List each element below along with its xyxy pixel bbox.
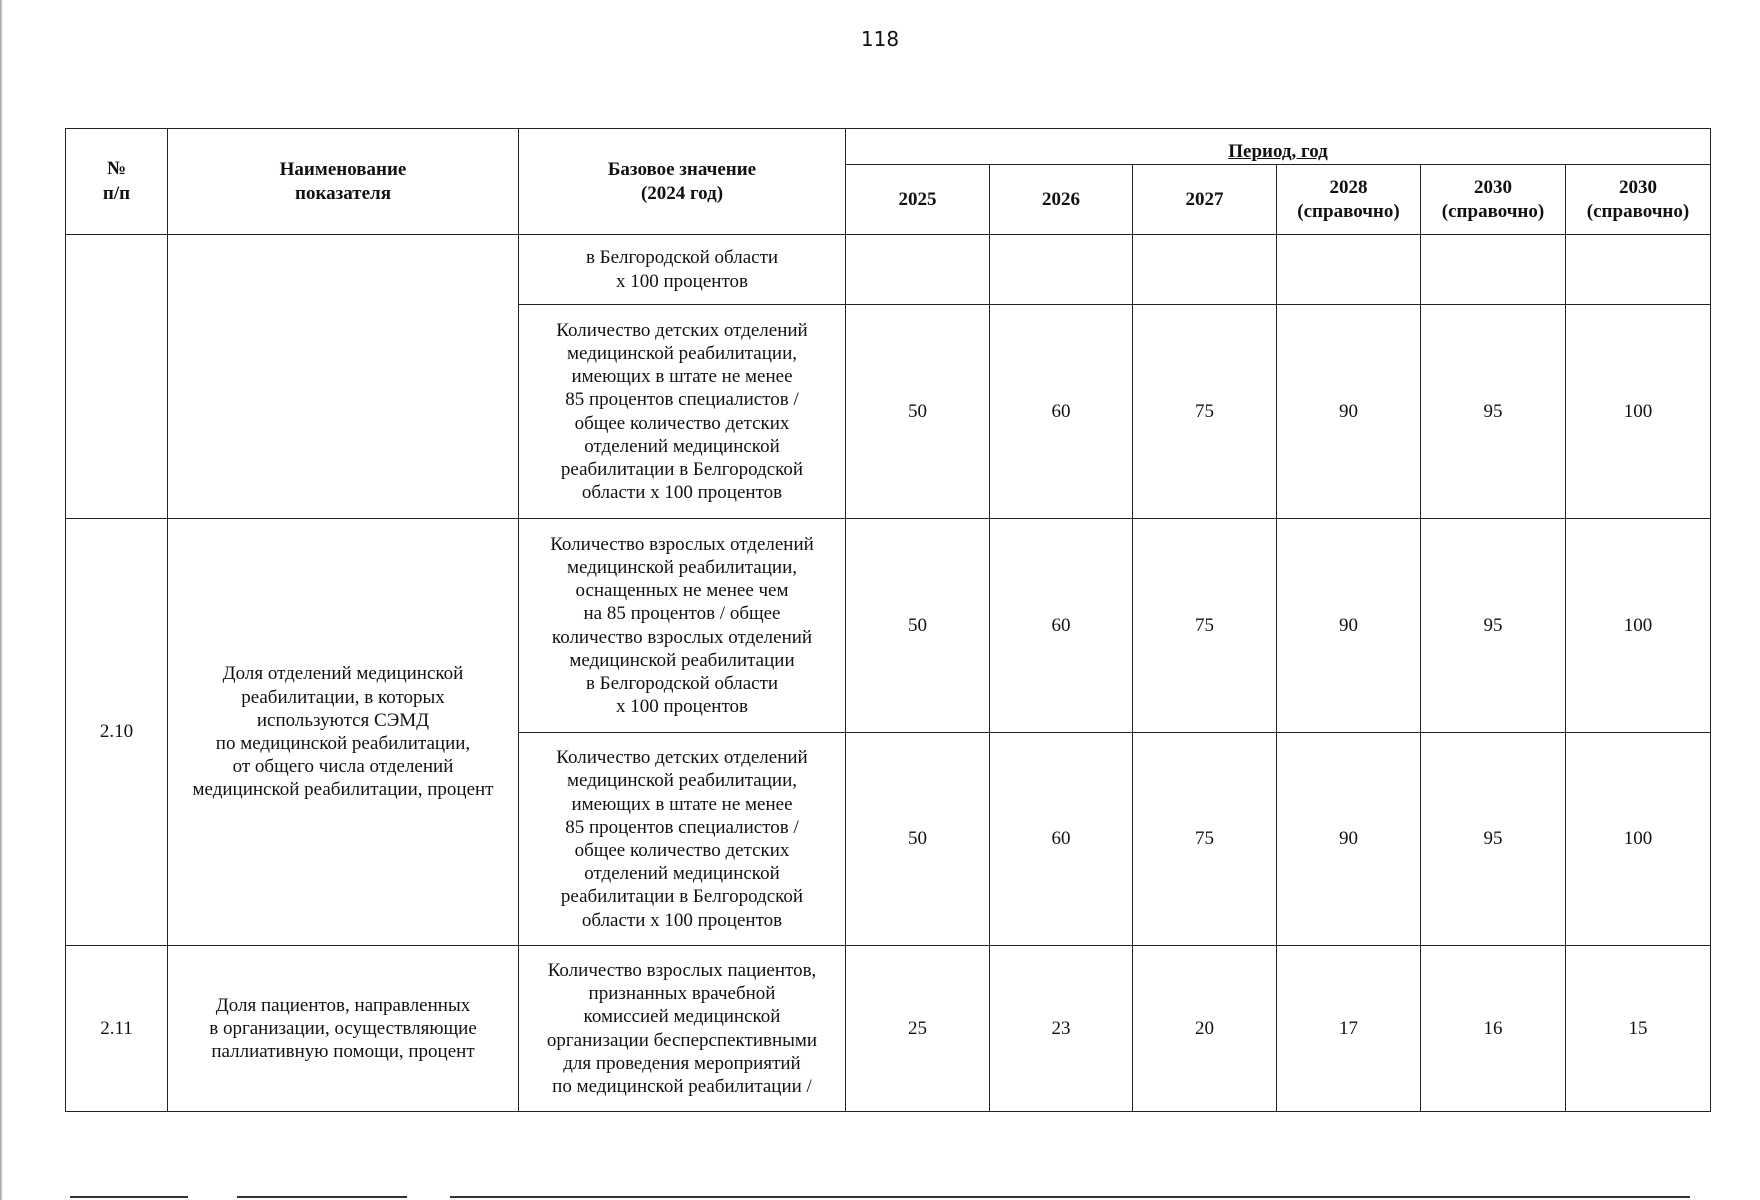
value-cell: 20: [1133, 946, 1277, 1112]
value-cell: 15: [1566, 946, 1711, 1112]
header-year: 2027: [1133, 165, 1277, 235]
value-cell: 50: [846, 733, 990, 946]
header-number: № п/п: [66, 129, 168, 235]
base-value-cell: Количество детских отделений медицинской реабилитации, имеющих в штате не менее 85 процентов специалистов / общее количество детских отделений медицинской реабилитации в Белгородской области х 100 процентов: [519, 305, 846, 519]
footer-rule: [450, 1196, 1690, 1198]
base-value-cell: в Белгородской области х 100 процентов: [519, 235, 846, 305]
value-cell: 90: [1277, 733, 1421, 946]
table-row: [66, 235, 1711, 305]
row-number-cell: [66, 235, 168, 519]
table-row: [66, 519, 1711, 733]
value-cell: [846, 235, 990, 305]
value-cell: [1421, 235, 1566, 305]
value-cell: 95: [1421, 519, 1566, 733]
header-period: Период, год: [846, 129, 1711, 165]
value-cell: 100: [1566, 519, 1711, 733]
value-cell: [990, 235, 1133, 305]
value-cell: 17: [1277, 946, 1421, 1112]
row-number-cell: 2.11: [66, 946, 168, 1112]
value-cell: [1277, 235, 1421, 305]
value-cell: 75: [1133, 733, 1277, 946]
row-number-cell: 2.10: [66, 519, 168, 946]
indicator-name-cell: Доля отделений медицинской реабилитации, в которых используются СЭМД по медицинской реабилитации, от общего числа отделений медицинской реабилитации, процент: [168, 519, 519, 946]
value-cell: 95: [1421, 733, 1566, 946]
header-year: 2028 (справочно): [1277, 165, 1421, 235]
page-edge-shadow: [0, 0, 3, 1200]
header-year: 2026: [990, 165, 1133, 235]
value-cell: 25: [846, 946, 990, 1112]
header-indicator-name: Наименование показателя: [168, 129, 519, 235]
header-year: 2025: [846, 165, 990, 235]
page-number: 118: [860, 27, 900, 51]
value-cell: 60: [990, 305, 1133, 519]
value-cell: 50: [846, 519, 990, 733]
indicator-name-cell: [168, 235, 519, 519]
footer-rule: [70, 1196, 188, 1198]
value-cell: 95: [1421, 305, 1566, 519]
value-cell: 75: [1133, 519, 1277, 733]
value-cell: 60: [990, 519, 1133, 733]
header-base-value: Базовое значение (2024 год): [519, 129, 846, 235]
table-row: [66, 946, 1711, 1112]
value-cell: 75: [1133, 305, 1277, 519]
value-cell: 50: [846, 305, 990, 519]
value-cell: 16: [1421, 946, 1566, 1112]
value-cell: 100: [1566, 305, 1711, 519]
indicator-name-cell: Доля пациентов, направленных в организации, осуществляющие паллиативную помощи, процент: [168, 946, 519, 1112]
base-value-cell: Количество взрослых пациентов, признанных врачебной комиссией медицинской организации бесперспективными для проведения мероприятий по медицинской реабилитации /: [519, 946, 846, 1112]
value-cell: 90: [1277, 519, 1421, 733]
value-cell: 100: [1566, 733, 1711, 946]
footer-rule: [237, 1196, 407, 1198]
value-cell: 60: [990, 733, 1133, 946]
base-value-cell: Количество детских отделений медицинской реабилитации, имеющих в штате не менее 85 процентов специалистов / общее количество детских отделений медицинской реабилитации в Белгородской области х 100 процентов: [519, 733, 846, 946]
header-year: 2030 (справочно): [1566, 165, 1711, 235]
indicators-table: [65, 128, 1711, 1112]
value-cell: [1566, 235, 1711, 305]
value-cell: [1133, 235, 1277, 305]
value-cell: 90: [1277, 305, 1421, 519]
header-year: 2030 (справочно): [1421, 165, 1566, 235]
base-value-cell: Количество взрослых отделений медицинской реабилитации, оснащенных не менее чем на 85 процентов / общее количество взрослых отделений медицинской реабилитации в Белгородской области х 100 процентов: [519, 519, 846, 733]
value-cell: 23: [990, 946, 1133, 1112]
